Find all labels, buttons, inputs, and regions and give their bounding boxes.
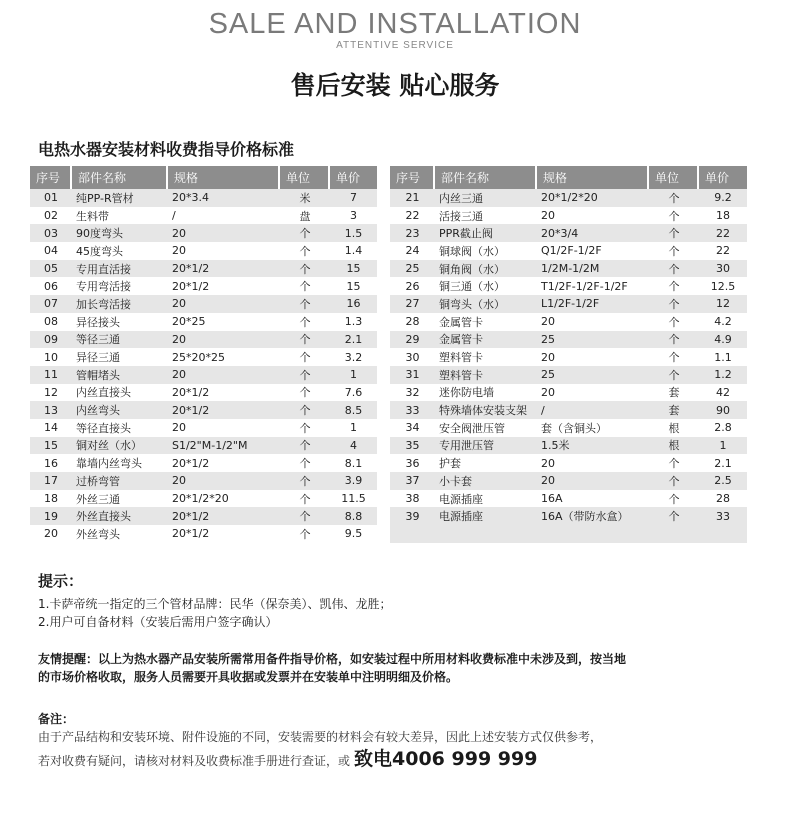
table-row [30, 384, 377, 402]
cell-spec: 20 [168, 331, 280, 349]
cell-name: 专用直活接 [72, 260, 168, 278]
cell-name: 等径三通 [72, 331, 168, 349]
cell-price: 15 [330, 260, 377, 278]
cell-spec: L1/2F-1/2F [537, 295, 649, 313]
cell-index: 22 [390, 207, 435, 225]
cell-index: 05 [30, 260, 72, 278]
table-row [30, 472, 377, 490]
cell-price: 2.1 [699, 454, 747, 472]
header-title-cn: 售后安装 贴心服务 [290, 71, 500, 100]
cell-name: 外丝弯头 [72, 525, 168, 543]
cell-spec: / [168, 207, 280, 225]
cell-price: 3.9 [330, 472, 377, 490]
cell-unit: 个 [649, 507, 699, 525]
cell-price: 1.2 [699, 366, 747, 384]
cell-spec: 20 [537, 348, 649, 366]
cell-name: 过桥弯管 [72, 472, 168, 490]
cell-unit: 个 [280, 313, 330, 331]
price-table-right [390, 166, 747, 543]
col-header-name: 部件名称 [435, 166, 537, 189]
cell-price: 3.2 [330, 348, 377, 366]
cell-name: 异径三通 [72, 348, 168, 366]
remarks-line-1: 由于产品结构和安装环境、附件设施的不同，安装需要的材料会有较大差异，因此上述安装方式仅供参考， [38, 730, 603, 744]
cell-spec: 20 [537, 313, 649, 331]
cell-price: 18 [699, 207, 747, 225]
header-subtitle-en: ATTENTIVE SERVICE [336, 40, 454, 51]
cell-index: 03 [30, 224, 72, 242]
cell-price: 3 [330, 207, 377, 225]
table-row [30, 207, 377, 225]
table-row [390, 242, 747, 260]
table-row [30, 331, 377, 349]
table-row [30, 419, 377, 437]
cell-unit: 个 [280, 490, 330, 508]
cell-spec: 20*1/2 [168, 525, 280, 543]
cell-index: 38 [390, 490, 435, 508]
cell-unit: 个 [280, 437, 330, 455]
table-row [390, 207, 747, 225]
cell-index: 27 [390, 295, 435, 313]
cell-name: 管帽堵头 [72, 366, 168, 384]
remarks-line-2 [38, 744, 537, 771]
cell-index: 24 [390, 242, 435, 260]
cell-index: 21 [390, 189, 435, 207]
table-row [390, 189, 747, 207]
cell-index: 20 [30, 525, 72, 543]
cell-spec: 20*1/2 [168, 277, 280, 295]
cell-name: 金属管卡 [435, 331, 537, 349]
price-table-left [30, 166, 377, 543]
cell-unit: 个 [280, 472, 330, 490]
cell-spec: 20*25 [168, 313, 280, 331]
reminder-line-2: 的市场价格收取，服务人员需要开具收据或发票并在安装单中注明明细及价格。 [38, 670, 459, 684]
cell-unit: 个 [280, 242, 330, 260]
table-row-empty [390, 525, 747, 543]
table-row [390, 472, 747, 490]
cell-name: 护套 [435, 454, 537, 472]
cell-index: 26 [390, 277, 435, 295]
cell-spec: 20*1/2*20 [537, 189, 649, 207]
cell-unit: 个 [280, 295, 330, 313]
cell-name: 内丝弯头 [72, 401, 168, 419]
cell-spec: 套（含铜头） [537, 419, 649, 437]
table-row [30, 490, 377, 508]
cell-name: 内丝三通 [435, 189, 537, 207]
cell-name: 小卡套 [435, 472, 537, 490]
cell-unit: 个 [280, 260, 330, 278]
cell-price: 2.1 [330, 331, 377, 349]
cell-index: 36 [390, 454, 435, 472]
cell-price: 2.8 [699, 419, 747, 437]
cell-index: 07 [30, 295, 72, 313]
cell-name: 等径直接头 [72, 419, 168, 437]
cell-price: 7.6 [330, 384, 377, 402]
cell-unit: 个 [280, 507, 330, 525]
col-header-index: 序号 [30, 166, 72, 189]
cell-name: 铜对丝（水） [72, 437, 168, 455]
cell-spec: 20*1/2 [168, 401, 280, 419]
cell-spec: 20*1/2 [168, 260, 280, 278]
cell-spec: 16A [537, 490, 649, 508]
cell-name: 45度弯头 [72, 242, 168, 260]
cell-unit: 个 [280, 419, 330, 437]
cell-unit: 个 [649, 366, 699, 384]
cell-price: 1 [699, 437, 747, 455]
cell-spec: 20 [168, 472, 280, 490]
cell-spec: 25 [537, 331, 649, 349]
cell-index: 09 [30, 331, 72, 349]
table-row [390, 384, 747, 402]
table-row [390, 507, 747, 525]
cell-name: 专用泄压管 [435, 437, 537, 455]
cell-name: 铜球阀（水） [435, 242, 537, 260]
col-header-spec: 规格 [537, 166, 649, 189]
table-row [30, 189, 377, 207]
table-row [390, 313, 747, 331]
remarks-title: 备注： [38, 712, 75, 726]
cell-name: 内丝直接头 [72, 384, 168, 402]
cell-name: 安全阀泄压管 [435, 419, 537, 437]
cell-index: 01 [30, 189, 72, 207]
tips-title: 提示： [38, 572, 84, 590]
cell-name: 铜弯头（水） [435, 295, 537, 313]
table-row [390, 419, 747, 437]
empty-cell [537, 525, 649, 543]
cell-price: 9.5 [330, 525, 377, 543]
col-header-unit: 单位 [280, 166, 330, 189]
col-header-index: 序号 [390, 166, 435, 189]
cell-unit: 个 [280, 525, 330, 543]
cell-spec: 1.5米 [537, 437, 649, 455]
cell-name: 异径接头 [72, 313, 168, 331]
cell-name: 90度弯头 [72, 224, 168, 242]
header-title-en: SALE AND INSTALLATION [208, 8, 582, 40]
cell-name: 迷你防电墙 [435, 384, 537, 402]
cell-price: 4.9 [699, 331, 747, 349]
cell-name: 塑料管卡 [435, 366, 537, 384]
cell-price: 1 [330, 419, 377, 437]
cell-spec: / [537, 401, 649, 419]
cell-price: 1.3 [330, 313, 377, 331]
table-row [30, 277, 377, 295]
table-row [390, 366, 747, 384]
cell-spec: 20*1/2*20 [168, 490, 280, 508]
tips-line-2: 2.用户可自备材料（安装后需用户签字确认） [38, 615, 278, 629]
cell-spec: 25 [537, 366, 649, 384]
cell-price: 2.5 [699, 472, 747, 490]
cell-unit: 个 [649, 331, 699, 349]
table-row [30, 507, 377, 525]
cell-price: 4.2 [699, 313, 747, 331]
table-row [30, 454, 377, 472]
cell-index: 19 [30, 507, 72, 525]
cell-name: 生料带 [72, 207, 168, 225]
table-row [30, 242, 377, 260]
cell-index: 39 [390, 507, 435, 525]
col-header-price: 单价 [699, 166, 747, 189]
cell-price: 7 [330, 189, 377, 207]
cell-index: 11 [30, 366, 72, 384]
cell-index: 32 [390, 384, 435, 402]
cell-spec: 20*3/4 [537, 224, 649, 242]
cell-unit: 个 [649, 472, 699, 490]
cell-price: 42 [699, 384, 747, 402]
cell-index: 10 [30, 348, 72, 366]
cell-price: 33 [699, 507, 747, 525]
reminder-line-1: 友情提醒：以上为热水器产品安装所需常用备件指导价格，如安装过程中所用材料收费标准中未涉及到，按当地 [38, 652, 627, 666]
table-row [390, 454, 747, 472]
cell-spec: S1/2"M-1/2"M [168, 437, 280, 455]
cell-name: 专用弯活接 [72, 277, 168, 295]
cell-index: 37 [390, 472, 435, 490]
cell-price: 9.2 [699, 189, 747, 207]
cell-name: 电源插座 [435, 507, 537, 525]
cell-price: 22 [699, 224, 747, 242]
cell-spec: 20 [168, 242, 280, 260]
cell-name: 外丝直接头 [72, 507, 168, 525]
cell-unit: 根 [649, 437, 699, 455]
cell-index: 08 [30, 313, 72, 331]
cell-index: 29 [390, 331, 435, 349]
col-header-name: 部件名称 [72, 166, 168, 189]
cell-name: 外丝三通 [72, 490, 168, 508]
empty-cell [699, 525, 747, 543]
cell-unit: 个 [649, 348, 699, 366]
cell-unit: 个 [280, 454, 330, 472]
cell-name: 靠墙内丝弯头 [72, 454, 168, 472]
cell-unit: 个 [649, 454, 699, 472]
cell-price: 12.5 [699, 277, 747, 295]
cell-spec: 1/2M-1/2M [537, 260, 649, 278]
cell-spec: 20*1/2 [168, 384, 280, 402]
table-row [30, 348, 377, 366]
cell-index: 34 [390, 419, 435, 437]
cell-unit: 个 [280, 384, 330, 402]
cell-price: 28 [699, 490, 747, 508]
cell-price: 8.8 [330, 507, 377, 525]
cell-unit: 个 [280, 348, 330, 366]
remarks-line-2-text: 若对收费有疑问，请核对材料及收费标准手册进行查证，或 [38, 754, 351, 768]
cell-price: 1 [330, 366, 377, 384]
cell-name: PPR截止阀 [435, 224, 537, 242]
table-row [30, 525, 377, 543]
cell-price: 30 [699, 260, 747, 278]
cell-price: 1.5 [330, 224, 377, 242]
empty-cell [649, 525, 699, 543]
table-row [30, 437, 377, 455]
cell-unit: 个 [280, 366, 330, 384]
cell-spec: 20 [168, 295, 280, 313]
table-row [30, 313, 377, 331]
cell-unit: 个 [649, 189, 699, 207]
cell-unit: 米 [280, 189, 330, 207]
cell-index: 14 [30, 419, 72, 437]
cell-spec: 20 [537, 472, 649, 490]
cell-index: 02 [30, 207, 72, 225]
cell-unit: 盘 [280, 207, 330, 225]
cell-name: 铜角阀（水） [435, 260, 537, 278]
table-row [30, 260, 377, 278]
cell-unit: 个 [649, 490, 699, 508]
cell-unit: 个 [649, 260, 699, 278]
table-title: 电热水器安装材料收费指导价格标准 [38, 140, 295, 159]
cell-unit: 套 [649, 401, 699, 419]
cell-index: 12 [30, 384, 72, 402]
table-row [390, 260, 747, 278]
cell-unit: 根 [649, 419, 699, 437]
cell-name: 活接三通 [435, 207, 537, 225]
cell-unit: 个 [280, 224, 330, 242]
table-row [390, 277, 747, 295]
cell-unit: 个 [649, 313, 699, 331]
cell-name: 加长弯活接 [72, 295, 168, 313]
cell-index: 13 [30, 401, 72, 419]
cell-index: 35 [390, 437, 435, 455]
cell-name: 电源插座 [435, 490, 537, 508]
cell-unit: 个 [649, 242, 699, 260]
cell-price: 1.1 [699, 348, 747, 366]
cell-price: 15 [330, 277, 377, 295]
cell-index: 23 [390, 224, 435, 242]
table-header-row [390, 166, 747, 189]
cell-index: 33 [390, 401, 435, 419]
cell-index: 17 [30, 472, 72, 490]
cell-unit: 个 [280, 331, 330, 349]
cell-name: 金属管卡 [435, 313, 537, 331]
cell-index: 30 [390, 348, 435, 366]
cell-price: 8.5 [330, 401, 377, 419]
cell-name: 纯PP-R管材 [72, 189, 168, 207]
cell-unit: 个 [649, 224, 699, 242]
empty-cell [435, 525, 537, 543]
cell-unit: 套 [649, 384, 699, 402]
cell-spec: 20*1/2 [168, 454, 280, 472]
cell-price: 16 [330, 295, 377, 313]
cell-price: 22 [699, 242, 747, 260]
cell-spec: 20 [537, 207, 649, 225]
cell-spec: 20 [168, 366, 280, 384]
table-row [390, 490, 747, 508]
table-row [30, 401, 377, 419]
cell-unit: 个 [649, 295, 699, 313]
cell-unit: 个 [280, 277, 330, 295]
cell-index: 16 [30, 454, 72, 472]
hotline-phone: 致电4006 999 999 [354, 748, 538, 770]
cell-spec: T1/2F-1/2F-1/2F [537, 277, 649, 295]
tips-line-1: 1.卡萨帝统一指定的三个管材品牌：民华（保奈美）、凯伟、龙胜； [38, 597, 392, 611]
cell-name: 铜三通（水） [435, 277, 537, 295]
table-row [30, 295, 377, 313]
cell-price: 12 [699, 295, 747, 313]
cell-name: 特殊墙体安装支架 [435, 401, 537, 419]
cell-unit: 个 [280, 401, 330, 419]
cell-price: 11.5 [330, 490, 377, 508]
cell-index: 28 [390, 313, 435, 331]
cell-index: 31 [390, 366, 435, 384]
cell-unit: 个 [649, 277, 699, 295]
table-row [390, 224, 747, 242]
cell-spec: 20 [168, 419, 280, 437]
empty-cell [390, 525, 435, 543]
table-row [390, 401, 747, 419]
cell-spec: Q1/2F-1/2F [537, 242, 649, 260]
cell-index: 06 [30, 277, 72, 295]
table-header-row [30, 166, 377, 189]
table-row [390, 331, 747, 349]
table-row [30, 224, 377, 242]
cell-unit: 个 [649, 207, 699, 225]
cell-index: 04 [30, 242, 72, 260]
cell-spec: 20*3.4 [168, 189, 280, 207]
cell-price: 90 [699, 401, 747, 419]
cell-spec: 25*20*25 [168, 348, 280, 366]
cell-price: 8.1 [330, 454, 377, 472]
cell-spec: 20 [168, 224, 280, 242]
cell-spec: 16A（带防水盒） [537, 507, 649, 525]
cell-name: 塑料管卡 [435, 348, 537, 366]
cell-index: 18 [30, 490, 72, 508]
table-row [390, 295, 747, 313]
table-row [390, 348, 747, 366]
cell-spec: 20*1/2 [168, 507, 280, 525]
cell-price: 4 [330, 437, 377, 455]
col-header-price: 单价 [330, 166, 377, 189]
table-row [30, 366, 377, 384]
cell-index: 15 [30, 437, 72, 455]
col-header-spec: 规格 [168, 166, 280, 189]
col-header-unit: 单位 [649, 166, 699, 189]
table-row [390, 437, 747, 455]
cell-price: 1.4 [330, 242, 377, 260]
cell-index: 25 [390, 260, 435, 278]
cell-spec: 20 [537, 384, 649, 402]
cell-spec: 20 [537, 454, 649, 472]
